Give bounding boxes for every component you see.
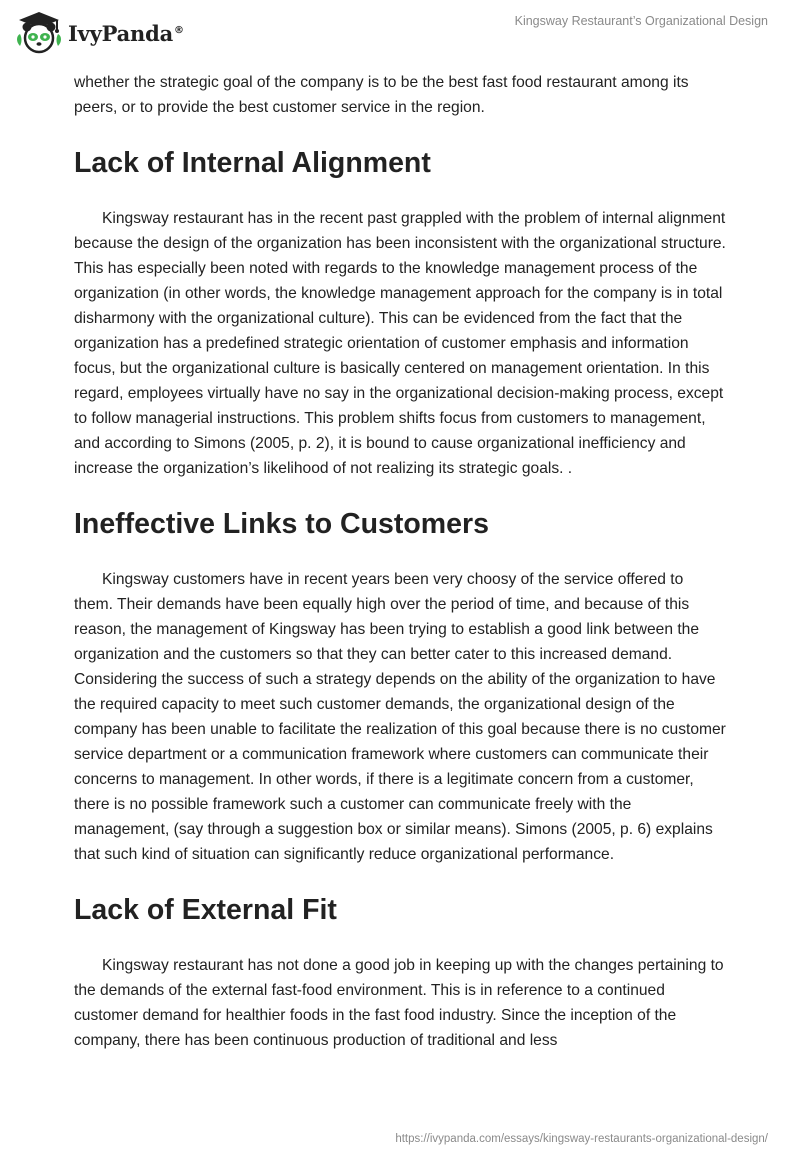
paragraph-links-to-customers: Kingsway customers have in recent years been very choosy of the service offered to them. Their demands have been equally high over the period of time, and because of this reason, the management of Kingsway has been trying to establish a good link between the organization and the customers so that they can better cater to this increased demand. Considering the success of such a strategy depends on the ability of the organization to have the required capacity to meet such customer demands, the organizational design of the company has been unable to facilitate the realization of this goal because there is no customer service department or a communication framework where customers can communicate their concerns to management. In other words, if there is a legitimate concern from a customer, there is no possible framework such a customer can communicate freely with the management, (say through a suggestion box or similar means). Simons (2005, p. 6) explains that such kind of situation can significantly reduce organizational performance. — [74, 571, 726, 863]
panda-graduate-icon — [14, 8, 64, 58]
document-title: Kingsway Restaurant’s Organizational Design — [514, 14, 768, 28]
essay-body — [74, 70, 726, 1053]
source-url-link[interactable]: https://ivypanda.com/essays/kingsway-restaurants-organizational-design/ — [395, 1133, 768, 1145]
heading-links-to-customers: Ineffective Links to Customers — [74, 508, 489, 540]
paragraph-continued: whether the strategic goal of the company is to be the best fast food restaurant among its peers, or to provide the best customer service in the region. — [74, 74, 689, 116]
paragraph-external-fit: Kingsway restaurant has not done a good job in keeping up with the changes pertaining to the demands of the external fast-food environment. This is in reference to a continued customer demand for healthier foods in the fast food industry. Since the inception of the company, there has been continuous production of traditional and less — [74, 957, 724, 1049]
registered-mark: ® — [174, 24, 184, 36]
heading-external-fit: Lack of External Fit — [74, 894, 337, 926]
paragraph-internal-alignment: Kingsway restaurant has in the recent past grappled with the problem of internal alignment because the design of the organization has been inconsistent with the organizational structure. This has especially been noted with regards to the knowledge management process of the organization (in other words, the knowledge management approach for the company is in total disharmony with the organizational culture). This can be evidenced from the fact that the organization has a predefined strategic orientation of customer emphasis and information focus, but the organizational culture is basically centered on management orientation. In this regard, employees virtually have no say in the organizational decision-making process, except to follow managerial instructions. This problem shifts focus from customers to management, and according to Simons (2005, p. 2), it is bound to cause organizational inefficiency and increase the organization’s likelihood of not realizing its strategic goals. . — [74, 210, 726, 477]
page-header — [0, 0, 800, 62]
logo-link[interactable] — [14, 8, 184, 58]
brand-name: IvyPanda® — [68, 20, 184, 46]
heading-internal-alignment: Lack of Internal Alignment — [74, 147, 431, 179]
